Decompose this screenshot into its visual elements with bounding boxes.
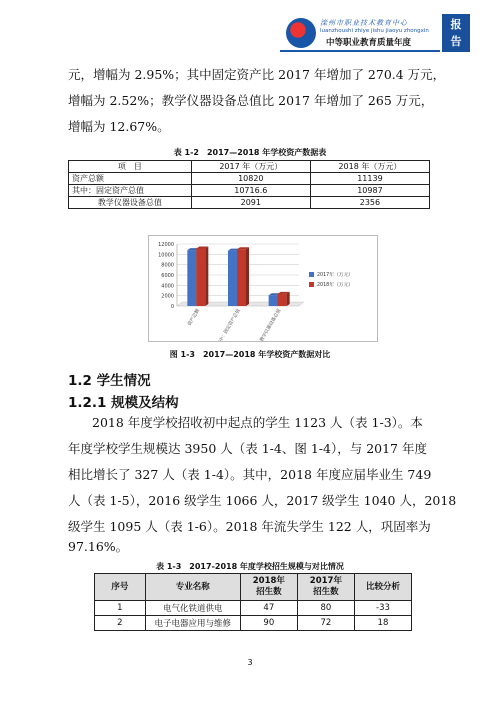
table-cell: 教学仪器设备总值 xyxy=(69,197,192,209)
body-line: 人（表 1-5），2016 级学生 1066 人，2017 级学生 1040 人，2018 xyxy=(68,493,457,508)
body-line: 级学生 1095 人（表 1-6）。2018 年流失学生 122 人，巩固率为 xyxy=(68,519,431,534)
x-tick-label: 资产总额 xyxy=(187,308,202,327)
table-header-row xyxy=(69,161,430,173)
table-header-cell: 2017 年（万元） xyxy=(191,161,310,173)
y-tick-label: 6000 xyxy=(161,273,174,279)
table-caption: 表 1-2 2017—2018 年学校资产数据表 xyxy=(173,148,327,157)
body-line: 增幅为 2.52%；教学仪器设备总值比 2017 年增加了 265 万元， xyxy=(68,93,434,108)
x-tick-label: 教学仪器设备总值 xyxy=(259,308,283,341)
table-cell: 电气化铁道供电 xyxy=(145,601,240,616)
table-header-cell: 比较分析 xyxy=(354,574,411,601)
table-row xyxy=(69,173,430,185)
table-header-cell: 2017年 招生数 xyxy=(297,574,354,601)
body-line: 97.16%。 xyxy=(68,539,129,554)
y-tick-label: 8000 xyxy=(161,262,174,269)
enrollment-table xyxy=(94,573,412,631)
page-number: 3 xyxy=(247,658,253,667)
section-heading: 1.2 学生情况 xyxy=(68,373,151,389)
table-cell: 90 xyxy=(240,616,297,631)
table-cell: 72 xyxy=(297,616,354,631)
chart-bar-side xyxy=(246,247,249,306)
chart-bar xyxy=(196,248,205,306)
report-tag-char-2: 告 xyxy=(450,35,462,48)
chart-bar xyxy=(237,249,246,306)
table-cell: -33 xyxy=(354,601,411,616)
legend-label: 2018年（万元） xyxy=(317,283,354,288)
table-caption: 表 1-3 2017-2018 年度学校招生规模与对比情况 xyxy=(156,562,344,571)
table-cell: 10820 xyxy=(191,173,310,185)
y-tick-label: 0 xyxy=(170,304,174,310)
table-cell: 11139 xyxy=(310,173,429,185)
table-row xyxy=(69,185,430,197)
y-tick-label: 12000 xyxy=(158,242,174,248)
asset-chart xyxy=(148,235,378,342)
chart-bar xyxy=(187,250,196,306)
table-cell: 其中：固定资产总值 xyxy=(69,185,192,197)
chart-bar xyxy=(278,294,287,306)
chart-bar-side xyxy=(287,292,290,306)
y-tick-label: 2000 xyxy=(161,293,174,300)
legend-swatch xyxy=(309,282,314,287)
y-tick-label: 4000 xyxy=(161,283,174,290)
school-logo xyxy=(286,18,316,48)
table-cell: 10987 xyxy=(310,185,429,197)
table-header-cell: 序号 xyxy=(95,574,146,601)
header-rule xyxy=(280,50,440,52)
table-header-cell: 项 目 xyxy=(69,161,192,173)
table-cell: 10716.6 xyxy=(191,185,310,197)
table-cell: 80 xyxy=(297,601,354,616)
subsection-heading: 1.2.1 规模及结构 xyxy=(68,395,179,411)
table-header-cell: 专业名称 xyxy=(145,574,240,601)
body-line: 年度学校学生规模达 3950 人（表 1-4、图 1-4），与 2017 年度 xyxy=(68,441,427,456)
table-cell: 2356 xyxy=(310,197,429,209)
table-cell: 2091 xyxy=(191,197,310,209)
body-line: 相比增长了 327 人（表 1-4）。其中，2018 年度应届毕业生 749 xyxy=(68,467,432,482)
table-cell: 47 xyxy=(240,601,297,616)
asset-bar-chart xyxy=(149,236,377,341)
report-tag-char-1: 报 xyxy=(450,18,462,31)
asset-table xyxy=(68,160,430,209)
body-line: 增幅为 12.67%。 xyxy=(68,119,170,134)
report-tag xyxy=(442,14,470,52)
table-header-cell: 2018年 招生数 xyxy=(240,574,297,601)
figure-caption: 图 1-3 2017—2018 年学校资产数据对比 xyxy=(169,350,331,359)
legend-swatch xyxy=(309,272,314,277)
table-cell: 18 xyxy=(354,616,411,631)
legend-label: 2017年（万元） xyxy=(317,273,354,278)
header-subtitle: 中等职业教育质量年度 xyxy=(326,38,412,48)
chart-bar-side xyxy=(205,246,208,306)
table-cell: 2 xyxy=(95,616,146,631)
header-title: 滦州市职业技术教育中心 xyxy=(320,19,408,27)
chart-bar xyxy=(269,295,278,306)
table-header-cell: 2018 年（万元） xyxy=(310,161,429,173)
table-row xyxy=(95,616,412,631)
x-tick-label: 其中：固定资产总值 xyxy=(216,308,242,341)
table-header-row xyxy=(95,574,412,601)
body-line: 2018 年度学校招收初中起点的学生 1123 人（表 1-3）。本 xyxy=(92,415,423,430)
table-cell: 资产总额 xyxy=(69,173,192,185)
report-header xyxy=(280,14,470,54)
header-pinyin: luanzhoushi zhiye jishu jiaoyu zhongxin xyxy=(320,28,429,34)
table-cell: 电子电器应用与维修 xyxy=(145,616,240,631)
table-row xyxy=(69,197,430,209)
y-tick-label: 10000 xyxy=(158,252,174,259)
table-cell: 1 xyxy=(95,601,146,616)
table-row xyxy=(95,601,412,616)
body-line: 元，增幅为 2.95%；其中固定资产比 2017 年增加了 270.4 万元， xyxy=(68,67,446,82)
chart-bar xyxy=(228,251,237,306)
